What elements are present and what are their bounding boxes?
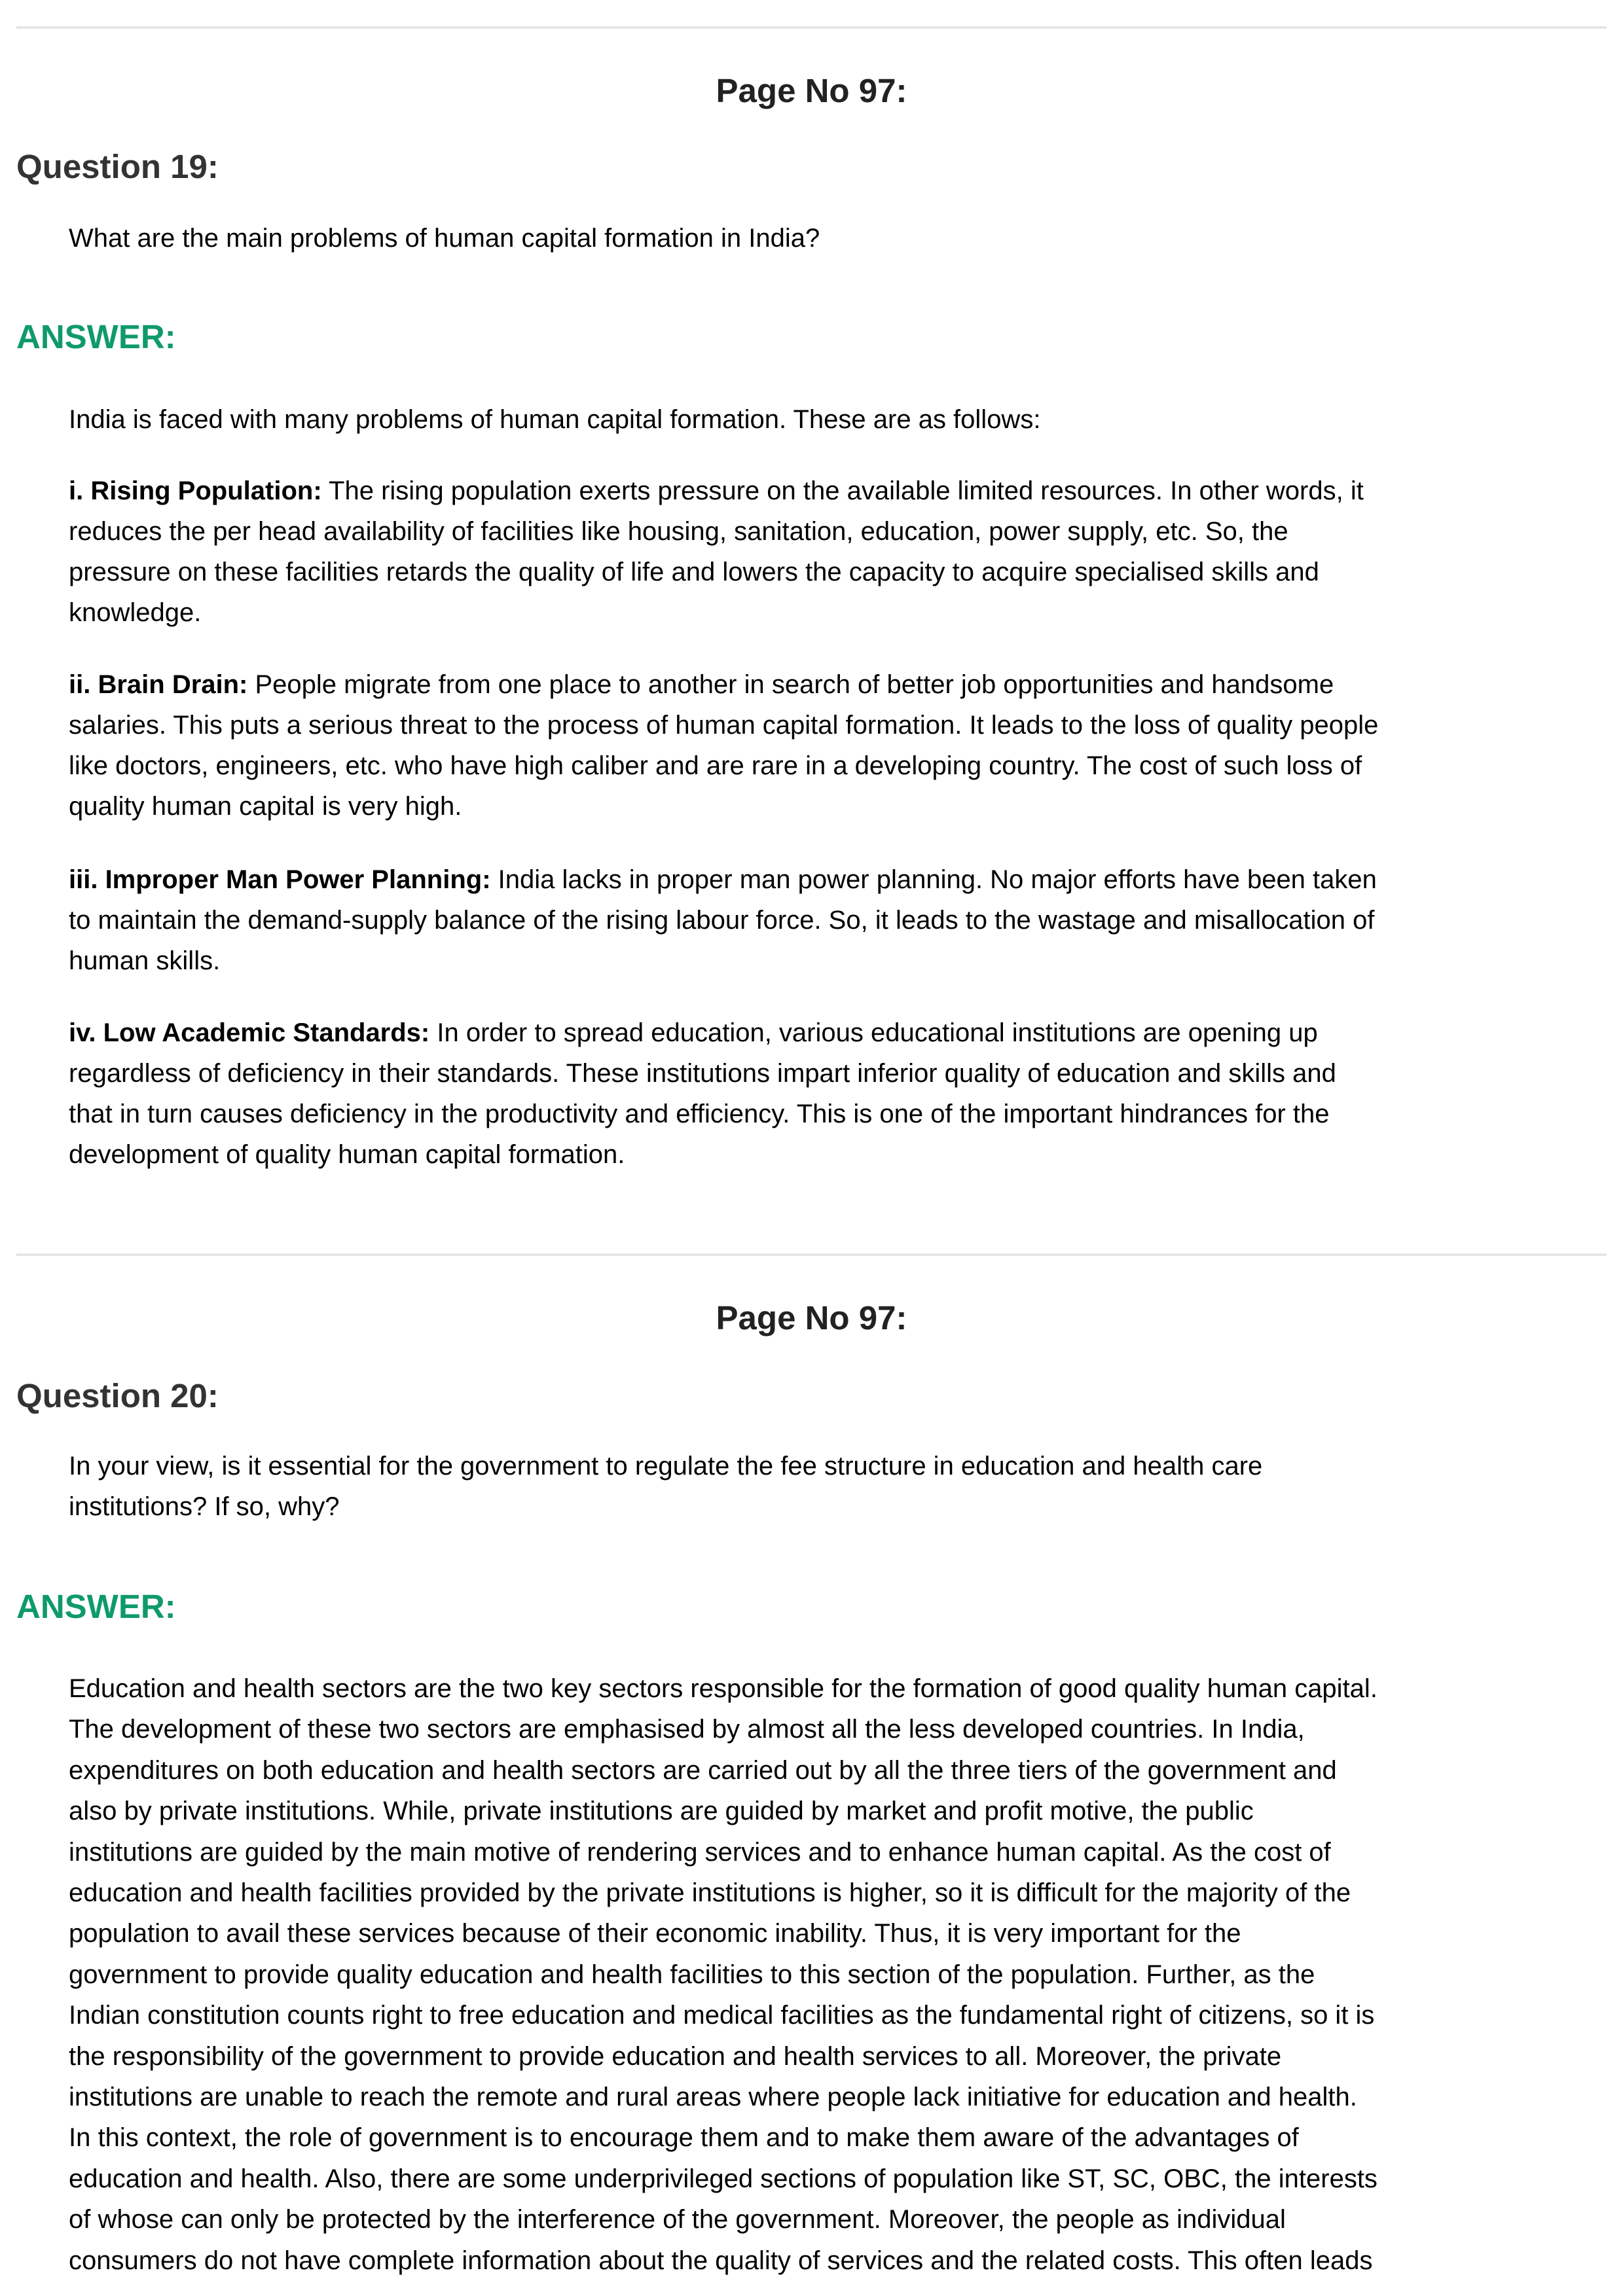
- point-line: quality human capital is very high.: [69, 792, 462, 821]
- point-line: development of quality human capital formation.: [69, 1140, 625, 1169]
- answer-line: education and health facilities provided by the private institutions is higher, so it is difficult for the majority of the: [69, 1878, 1351, 1907]
- point-text: In order to spread education, various educational institutions are opening up: [429, 1018, 1318, 1047]
- question-text: institutions? If so, why?: [69, 1492, 340, 1521]
- point-line: [69, 867, 1377, 893]
- point-line: that in turn causes deficiency in the productivity and efficiency. This is one of the important hindrances for the: [69, 1100, 1330, 1128]
- point-text: The rising population exerts pressure on the available limited resources. In other words, it: [321, 476, 1364, 505]
- point-line: [69, 672, 1334, 698]
- point-line: like doctors, engineers, etc. who have high caliber and are rare in a developing country. The cost of such loss of: [69, 751, 1362, 780]
- answer-intro: India is faced with many problems of human capital formation. These are as follows:: [69, 405, 1041, 434]
- question-heading: Question 20:: [16, 1377, 219, 1414]
- point-line: reduces the per head availability of facilities like housing, sanitation, education, power supply, etc. So, the: [69, 517, 1288, 546]
- answer-line: the responsibility of the government to provide education and health services to all. Moreover, the private: [69, 2041, 1282, 2071]
- question-heading: Question 19:: [16, 148, 219, 185]
- answer-line: institutions are unable to reach the remote and rural areas where people lack initiative for education and health.: [69, 2083, 1357, 2111]
- page-number-heading: Page No 97:: [716, 72, 907, 109]
- point-title: ii. Brain Drain:: [69, 670, 248, 699]
- answer-line: institutions are guided by the main motive of rendering services and to enhance human capital. As the cost of: [69, 1837, 1331, 1867]
- point-line: regardless of deficiency in their standards. These institutions impart inferior quality of education and skills and: [69, 1059, 1336, 1088]
- answer-line: In this context, the role of government is to encourage them and to make them aware of the advantages of: [69, 2123, 1299, 2153]
- point-line: [69, 478, 1364, 504]
- section-divider: [16, 26, 1607, 29]
- point-text: People migrate from one place to another in search of better job opportunities and handsome: [247, 670, 1334, 699]
- point-title: iii. Improper Man Power Planning:: [69, 865, 491, 894]
- point-title: i. Rising Population:: [69, 476, 322, 505]
- answer-line: consumers do not have complete information about the quality of services and the related costs. This often leads: [69, 2246, 1373, 2275]
- question-text: What are the main problems of human capital formation in India?: [69, 224, 820, 253]
- point-line: knowledge.: [69, 598, 202, 627]
- answer-line: also by private institutions. While, private institutions are guided by market and profit motive, the public: [69, 1797, 1254, 1826]
- section-divider: [16, 1253, 1607, 1256]
- point-line: [69, 1020, 1318, 1046]
- point-line: human skills.: [69, 946, 221, 975]
- answer-line: of whose can only be protected by the interference of the government. Moreover, the people as individual: [69, 2205, 1286, 2234]
- answer-line: population to avail these services because of their economic inability. Thus, it is very important for the: [69, 1919, 1241, 1948]
- page-number-heading: Page No 97:: [716, 1299, 907, 1336]
- answer-line: government to provide quality education and health facilities to this section of the population. Further, as the: [69, 1960, 1315, 1989]
- answer-line: The development of these two sectors are emphasised by almost all the less developed countries. In India,: [69, 1715, 1305, 1744]
- point-line: pressure on these facilities retards the quality of life and lowers the capacity to acquire specialised skills and: [69, 558, 1319, 586]
- point-title: iv. Low Academic Standards:: [69, 1018, 430, 1047]
- answer-line: Indian constitution counts right to free education and medical facilities as the fundamental right of citizens, so it is: [69, 2001, 1375, 2030]
- answer-line: expenditures on both education and health sectors are carried out by all the three tiers of the government and: [69, 1755, 1337, 1785]
- question-text: In your view, is it essential for the government to regulate the fee structure in education and health care: [69, 1452, 1263, 1480]
- point-text: India lacks in proper man power planning. No major efforts have been taken: [490, 865, 1377, 894]
- answer-line: education and health. Also, there are some underprivileged sections of population like ST, SC, OBC, the interests: [69, 2164, 1377, 2193]
- point-line: salaries. This puts a serious threat to the process of human capital formation. It leads to the loss of quality people: [69, 711, 1379, 740]
- point-line: to maintain the demand-supply balance of the rising labour force. So, it leads to the wastage and misallocation of: [69, 906, 1375, 935]
- answer-line: Education and health sectors are the two key sectors responsible for the formation of good quality human capital.: [69, 1674, 1377, 1703]
- answer-heading: ANSWER:: [16, 1588, 176, 1625]
- answer-heading: ANSWER:: [16, 318, 176, 355]
